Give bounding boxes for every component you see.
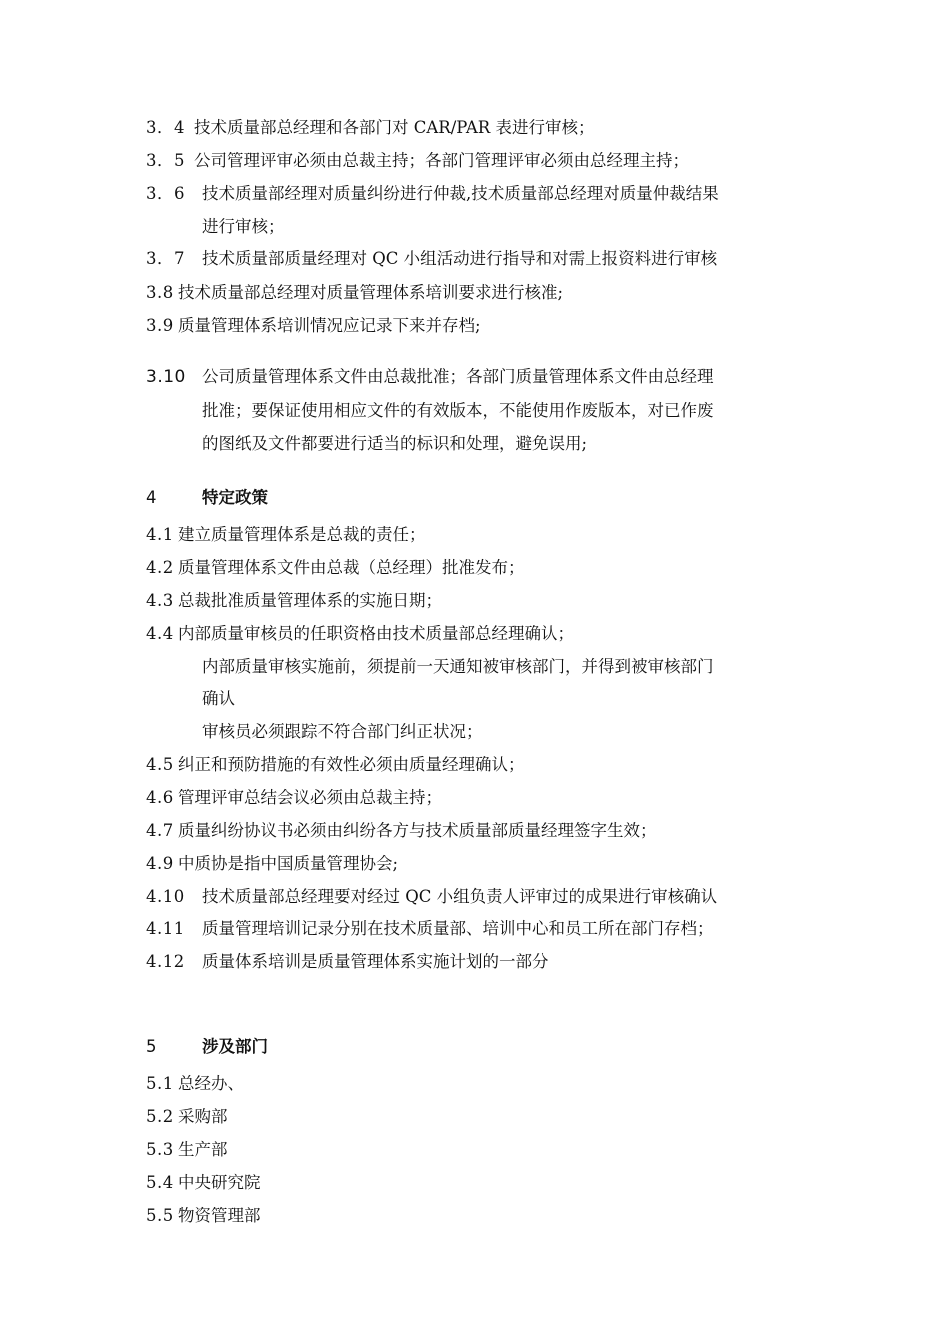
item-number: 3．6 bbox=[146, 184, 185, 203]
item-text: 采购部 bbox=[178, 1107, 228, 1126]
item-number: 3．4 bbox=[146, 118, 185, 137]
item-text: 总经办、 bbox=[178, 1074, 244, 1093]
item-number: 4.2 bbox=[146, 558, 174, 577]
item-text: 质量管理体系培训情况应记录下来并存档; bbox=[178, 316, 481, 335]
item-text-continuation: 审核员必须跟踪不符合部门纠正状况； bbox=[202, 722, 483, 741]
list-item-3-10-continuation-2 bbox=[0, 431, 950, 457]
item-number: 4.10 bbox=[146, 887, 185, 906]
item-text: 内部质量审核员的任职资格由技术质量部总经理确认； bbox=[178, 624, 574, 643]
item-text: 物资管理部 bbox=[178, 1206, 261, 1225]
list-item-4-11 bbox=[0, 916, 950, 942]
section-title: 涉及部门 bbox=[202, 1037, 268, 1056]
item-text-continuation: 批准；要保证使用相应文件的有效版本，不能使用作废版本，对已作废 bbox=[202, 401, 714, 420]
item-number: 4.12 bbox=[146, 952, 185, 971]
item-text: 技术质量部总经理要对经过 QC 小组负责人评审过的成果进行审核确认 bbox=[202, 887, 718, 906]
list-item-4-6 bbox=[0, 785, 950, 811]
list-item-3-9 bbox=[0, 313, 950, 339]
item-text: 中质协是指中国质量管理协会; bbox=[178, 854, 399, 873]
item-text: 质量体系培训是质量管理体系实施计划的一部分 bbox=[202, 952, 549, 971]
section-5-heading bbox=[0, 1034, 950, 1060]
list-item-3-6 bbox=[0, 181, 950, 207]
item-number: 5.1 bbox=[146, 1074, 174, 1093]
list-item-3-5 bbox=[0, 148, 950, 174]
item-number: 4.7 bbox=[146, 821, 174, 840]
item-text: 中央研究院 bbox=[178, 1173, 261, 1192]
list-item-5-2 bbox=[0, 1104, 950, 1130]
item-text: 质量纠纷协议书必须由纠纷各方与技术质量部质量经理签字生效； bbox=[178, 821, 657, 840]
section-4-heading bbox=[0, 485, 950, 511]
item-text: 技术质量部总经理对质量管理体系培训要求进行核准; bbox=[178, 283, 564, 302]
list-item-3-4 bbox=[0, 115, 950, 141]
item-text: 公司质量管理体系文件由总裁批准；各部门质量管理体系文件由总经理 bbox=[202, 367, 714, 386]
item-text: 管理评审总结会议必须由总裁主持； bbox=[178, 788, 442, 807]
item-number: 5.2 bbox=[146, 1107, 174, 1126]
list-item-3-10-continuation bbox=[0, 398, 950, 424]
list-item-4-3 bbox=[0, 588, 950, 614]
list-item-4-4 bbox=[0, 621, 950, 647]
item-text: 建立质量管理体系是总裁的责任； bbox=[178, 525, 426, 544]
item-number: 3.8 bbox=[146, 283, 174, 302]
list-item-5-4 bbox=[0, 1170, 950, 1196]
item-text: 技术质量部质量经理对 QC 小组活动进行指导和对需上报资料进行审核 bbox=[202, 249, 718, 268]
item-text: 纠正和预防措施的有效性必须由质量经理确认； bbox=[178, 755, 525, 774]
list-item-5-5 bbox=[0, 1203, 950, 1229]
item-number: 4.11 bbox=[146, 919, 185, 938]
list-item-4-4-continuation-3 bbox=[0, 719, 950, 745]
list-item-5-1 bbox=[0, 1071, 950, 1097]
list-item-4-12 bbox=[0, 949, 950, 975]
item-text: 质量管理培训记录分别在技术质量部、培训中心和员工所在部门存档； bbox=[202, 919, 714, 938]
item-number: 5.4 bbox=[146, 1173, 174, 1192]
list-item-3-10 bbox=[0, 364, 950, 390]
item-text: 技术质量部总经理和各部门对 CAR/PAR 表进行审核； bbox=[194, 118, 595, 137]
list-item-4-4-continuation bbox=[0, 654, 950, 680]
item-number: 4.6 bbox=[146, 788, 174, 807]
item-number: 5.5 bbox=[146, 1206, 174, 1225]
list-item-4-5 bbox=[0, 752, 950, 778]
item-number: 5.3 bbox=[146, 1140, 174, 1159]
item-text-continuation: 进行审核； bbox=[202, 217, 285, 236]
list-item-4-4-continuation-2 bbox=[0, 686, 950, 712]
item-number: 3．5 bbox=[146, 151, 185, 170]
item-number: 4.5 bbox=[146, 755, 174, 774]
item-number: 4.1 bbox=[146, 525, 174, 544]
item-text: 公司管理评审必须由总裁主持；各部门管理评审必须由总经理主持； bbox=[194, 151, 689, 170]
item-number: 3.9 bbox=[146, 316, 174, 335]
item-number: 3．7 bbox=[146, 249, 185, 268]
item-text-continuation: 确认 bbox=[202, 689, 235, 708]
list-item-3-7 bbox=[0, 246, 950, 272]
list-item-3-6-continuation bbox=[0, 214, 950, 240]
item-text-continuation: 内部质量审核实施前，须提前一天通知被审核部门，并得到被审核部门 bbox=[202, 657, 714, 676]
section-number: 4 bbox=[146, 488, 157, 507]
item-text-continuation: 的图纸及文件都要进行适当的标识和处理，避免误用; bbox=[202, 434, 588, 453]
list-item-4-10 bbox=[0, 884, 950, 910]
section-title: 特定政策 bbox=[202, 488, 268, 507]
list-item-4-9 bbox=[0, 851, 950, 877]
item-text: 总裁批准质量管理体系的实施日期； bbox=[178, 591, 442, 610]
item-number: 4.3 bbox=[146, 591, 174, 610]
list-item-3-8 bbox=[0, 280, 950, 306]
item-number: 4.9 bbox=[146, 854, 174, 873]
list-item-4-1 bbox=[0, 522, 950, 548]
item-text: 生产部 bbox=[178, 1140, 228, 1159]
section-number: 5 bbox=[146, 1037, 157, 1056]
list-item-5-3 bbox=[0, 1137, 950, 1163]
item-number: 3.10 bbox=[146, 367, 186, 387]
item-text: 技术质量部经理对质量纠纷进行仲裁,技术质量部总经理对质量仲裁结果 bbox=[202, 184, 719, 203]
item-number: 4.4 bbox=[146, 624, 174, 643]
item-text: 质量管理体系文件由总裁（总经理）批准发布； bbox=[178, 558, 525, 577]
list-item-4-7 bbox=[0, 818, 950, 844]
list-item-4-2 bbox=[0, 555, 950, 581]
